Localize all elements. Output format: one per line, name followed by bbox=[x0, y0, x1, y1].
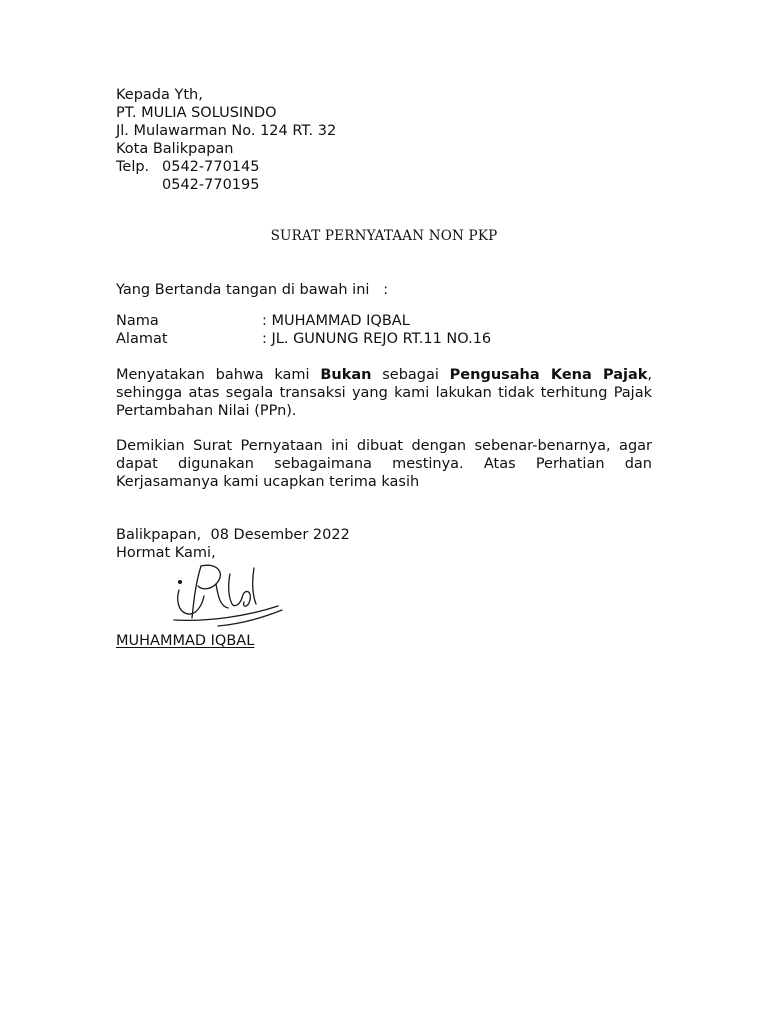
phone-row-2 bbox=[116, 176, 652, 194]
regards: Hormat Kami, bbox=[116, 545, 216, 561]
statement-bukan: Bukan bbox=[320, 367, 372, 383]
identity-fields bbox=[116, 312, 652, 348]
place-date: Balikpapan, 08 Desember 2022 bbox=[116, 527, 350, 543]
address-field bbox=[116, 330, 652, 348]
statement-part-2: sebagai bbox=[371, 367, 450, 383]
name-value: : MUHAMMAD IQBAL bbox=[262, 313, 410, 329]
phone-row-1 bbox=[116, 158, 652, 176]
recipient-city: Kota Balikpapan bbox=[116, 141, 234, 157]
statement-paragraph bbox=[116, 366, 652, 420]
statement-part-1: Menyatakan bahwa kami bbox=[116, 367, 321, 383]
signer-name: MUHAMMAD IQBAL bbox=[116, 633, 255, 649]
recipient-address bbox=[116, 86, 652, 194]
recipient-street: Jl. Mulawarman No. 124 RT. 32 bbox=[116, 123, 337, 139]
statement-part-3: , sehingga atas segala transaksi yang kami lakukan tidak terhitung Pajak Pertambahan Nilai (PPn). bbox=[116, 367, 652, 419]
closing-paragraph: Demikian Surat Pernyataan ini dibuat dengan sebenar-benarnya, agar dapat digunakan sebagaimana mestinya. Atas Perhatian dan Kerjasamanya kami ucapkan terima kasih bbox=[116, 438, 652, 490]
name-label: Nama bbox=[116, 313, 159, 329]
letter-title: SURAT PERNYATAAN NON PKP bbox=[270, 228, 498, 244]
statement-pkp: Pengusaha Kena Pajak bbox=[449, 367, 648, 383]
intro-line bbox=[116, 281, 652, 299]
phone-number-2: 0542-770195 bbox=[162, 177, 260, 193]
phone-number-1: 0542-770145 bbox=[162, 159, 260, 175]
address-value: : JL. GUNUNG REJO RT.11 NO.16 bbox=[262, 331, 492, 347]
handwritten-signature bbox=[168, 560, 288, 632]
signature-block-text bbox=[116, 526, 652, 562]
address-label: Alamat bbox=[116, 331, 168, 347]
salutation: Kepada Yth, bbox=[116, 87, 203, 103]
phone-label: Telp. bbox=[116, 159, 150, 175]
recipient-company: PT. MULIA SOLUSINDO bbox=[116, 105, 277, 121]
intro-text: Yang Bertanda tangan di bawah ini : bbox=[116, 282, 389, 298]
name-field bbox=[116, 312, 652, 330]
